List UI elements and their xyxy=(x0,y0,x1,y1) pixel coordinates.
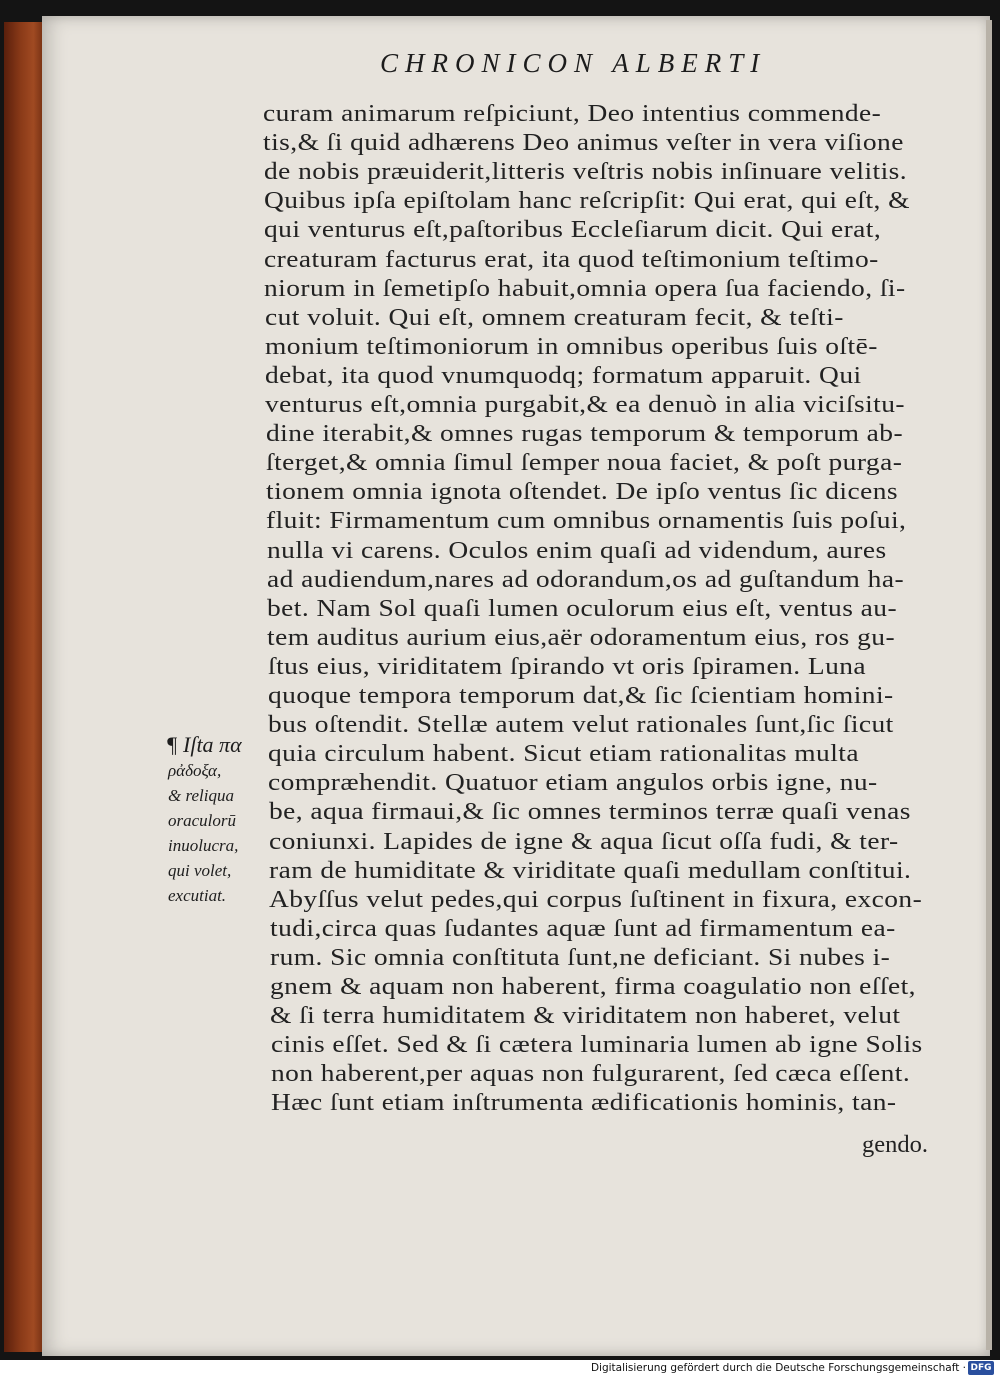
marginal-note-line: ρἀδοξα, xyxy=(168,761,222,780)
footer-credit: Digitalisierung gefördert durch die Deutsche Forschungsgemeinschaft · xyxy=(590,1362,966,1374)
text-line: debat, ita quod vnumquodq; formatum apparuit. Qui xyxy=(265,361,862,389)
text-line: Hæc ſunt etiam inſtrumenta ædificationis hominis, tan- xyxy=(271,1089,897,1117)
text-line: quia circulum habent. Sicut etiam rationalitas multa xyxy=(268,740,860,768)
text-line: ad audiendum,nares ad odorandum,os ad guſtandum ha- xyxy=(266,565,904,593)
text-line: & ſi terra humiditatem & viriditatem non haberet, velut xyxy=(270,1002,901,1030)
text-line: gnem & aquam non haberent, firma coagulatio non eſſet, xyxy=(270,973,917,1000)
text-line: non haberent,per aquas non fulgurarent, ſed cæca eſſent. xyxy=(270,1060,911,1088)
text-line: qui venturus eſt,paſtoribus Eccleſiarum dicit. Qui erat, xyxy=(263,216,882,244)
text-line: ſterget,& omnia ſimul ſemper noua faciet, & poſt purga- xyxy=(265,449,903,477)
text-line: ram de humiditate & viriditate quaſi medullam conſtitui. xyxy=(269,856,912,884)
text-line: be, aqua firmaui,& ſic omnes terminos terræ quaſi venas xyxy=(268,798,911,826)
text-line: bus oſtendit. Stellæ autem velut rationales ſunt,ſic ſicut xyxy=(267,711,894,739)
marginal-note-line: excutiat. xyxy=(168,886,227,905)
text-line: cinis eſſet. Sed & ſi cætera luminaria lumen ab igne Solis xyxy=(270,1031,923,1059)
marginal-note-line: oraculorū xyxy=(168,811,236,830)
text-line: tionem omnia ignota oſtendet. De ipſo ventus ſic dicens xyxy=(266,478,899,506)
text-line: monium teſtimoniorum in omnibus operibus ſuis oſtē- xyxy=(264,332,878,360)
text-line: dine iterabit,& omnes rugas temporum & temporum ab- xyxy=(265,420,903,448)
text-line: fluit: Firmamentum cum omnibus ornamentis ſuis poſui, xyxy=(266,507,907,535)
text-line: tudi,circa quas ſudantes aquæ ſunt ad firmamentum ea- xyxy=(269,914,896,942)
text-line: quoque tempora temporum dat,& ſic ſcientiam homini- xyxy=(267,682,894,709)
running-head: CHRONICON ALBERTI xyxy=(380,48,767,78)
text-line: venturus eſt,omnia purgabit,& ea denuò in alia viciſsitu- xyxy=(265,391,906,418)
text-line: nulla vi carens. Oculos enim quaſi ad videndum, aures xyxy=(266,536,887,564)
text-line: tem auditus aurium eius,aër odoramentum eius, ros gu- xyxy=(267,623,896,651)
text-line: compræhendit. Quatuor etiam angulos orbis igne, nu- xyxy=(268,769,879,797)
text-line: cut voluit. Qui eſt, omnem creaturam fecit, & teſti- xyxy=(264,303,844,331)
catchword: gendo. xyxy=(862,1131,928,1158)
marginal-note-line: ¶ Iſta πα xyxy=(166,732,242,757)
page-edge xyxy=(986,20,992,1350)
text-line: tis,& ſi quid adhærens Deo animus veſter in vera viſione xyxy=(263,129,905,157)
text-line: rum. Sic omnia conſtituta ſunt,ne deficiant. Si nubes i- xyxy=(269,943,891,971)
marginal-note-line: & reliqua xyxy=(168,786,234,805)
text-line: bet. Nam Sol quaſi lumen oculorum eius eſt, ventus au- xyxy=(267,594,898,622)
text-line: coniunxi. Lapides de igne & aqua ſicut oſſa fudi, & ter- xyxy=(268,827,899,855)
text-line: creaturam facturus erat, ita quod teſtimonium teſtimo- xyxy=(264,245,879,273)
marginal-note-line: qui volet, xyxy=(168,861,232,880)
text-line: Abyſſus velut pedes,qui corpus ſuſtinent in fixura, excon- xyxy=(269,885,923,913)
marginal-note-line: inuolucra, xyxy=(168,836,239,855)
dfg-logo: DFG xyxy=(968,1361,994,1375)
text-line: niorum in ſemetipſo habuit,omnia opera ſua faciendo, ſi- xyxy=(264,274,906,302)
text-line: Quibus ipſa epiſtolam hanc reſcripſit: Qui erat, qui eſt, & xyxy=(263,187,910,215)
text-line: de nobis præuiderit,litteris veſtris nobis inſinuare velitis. xyxy=(263,158,907,186)
text-line: curam animarum reſpiciunt, Deo intentius commende- xyxy=(263,100,882,127)
text-line: ſtus eius, viriditatem ſpirando vt oris ſpiramen. Luna xyxy=(267,652,866,680)
book-cover-edge xyxy=(4,22,46,1352)
